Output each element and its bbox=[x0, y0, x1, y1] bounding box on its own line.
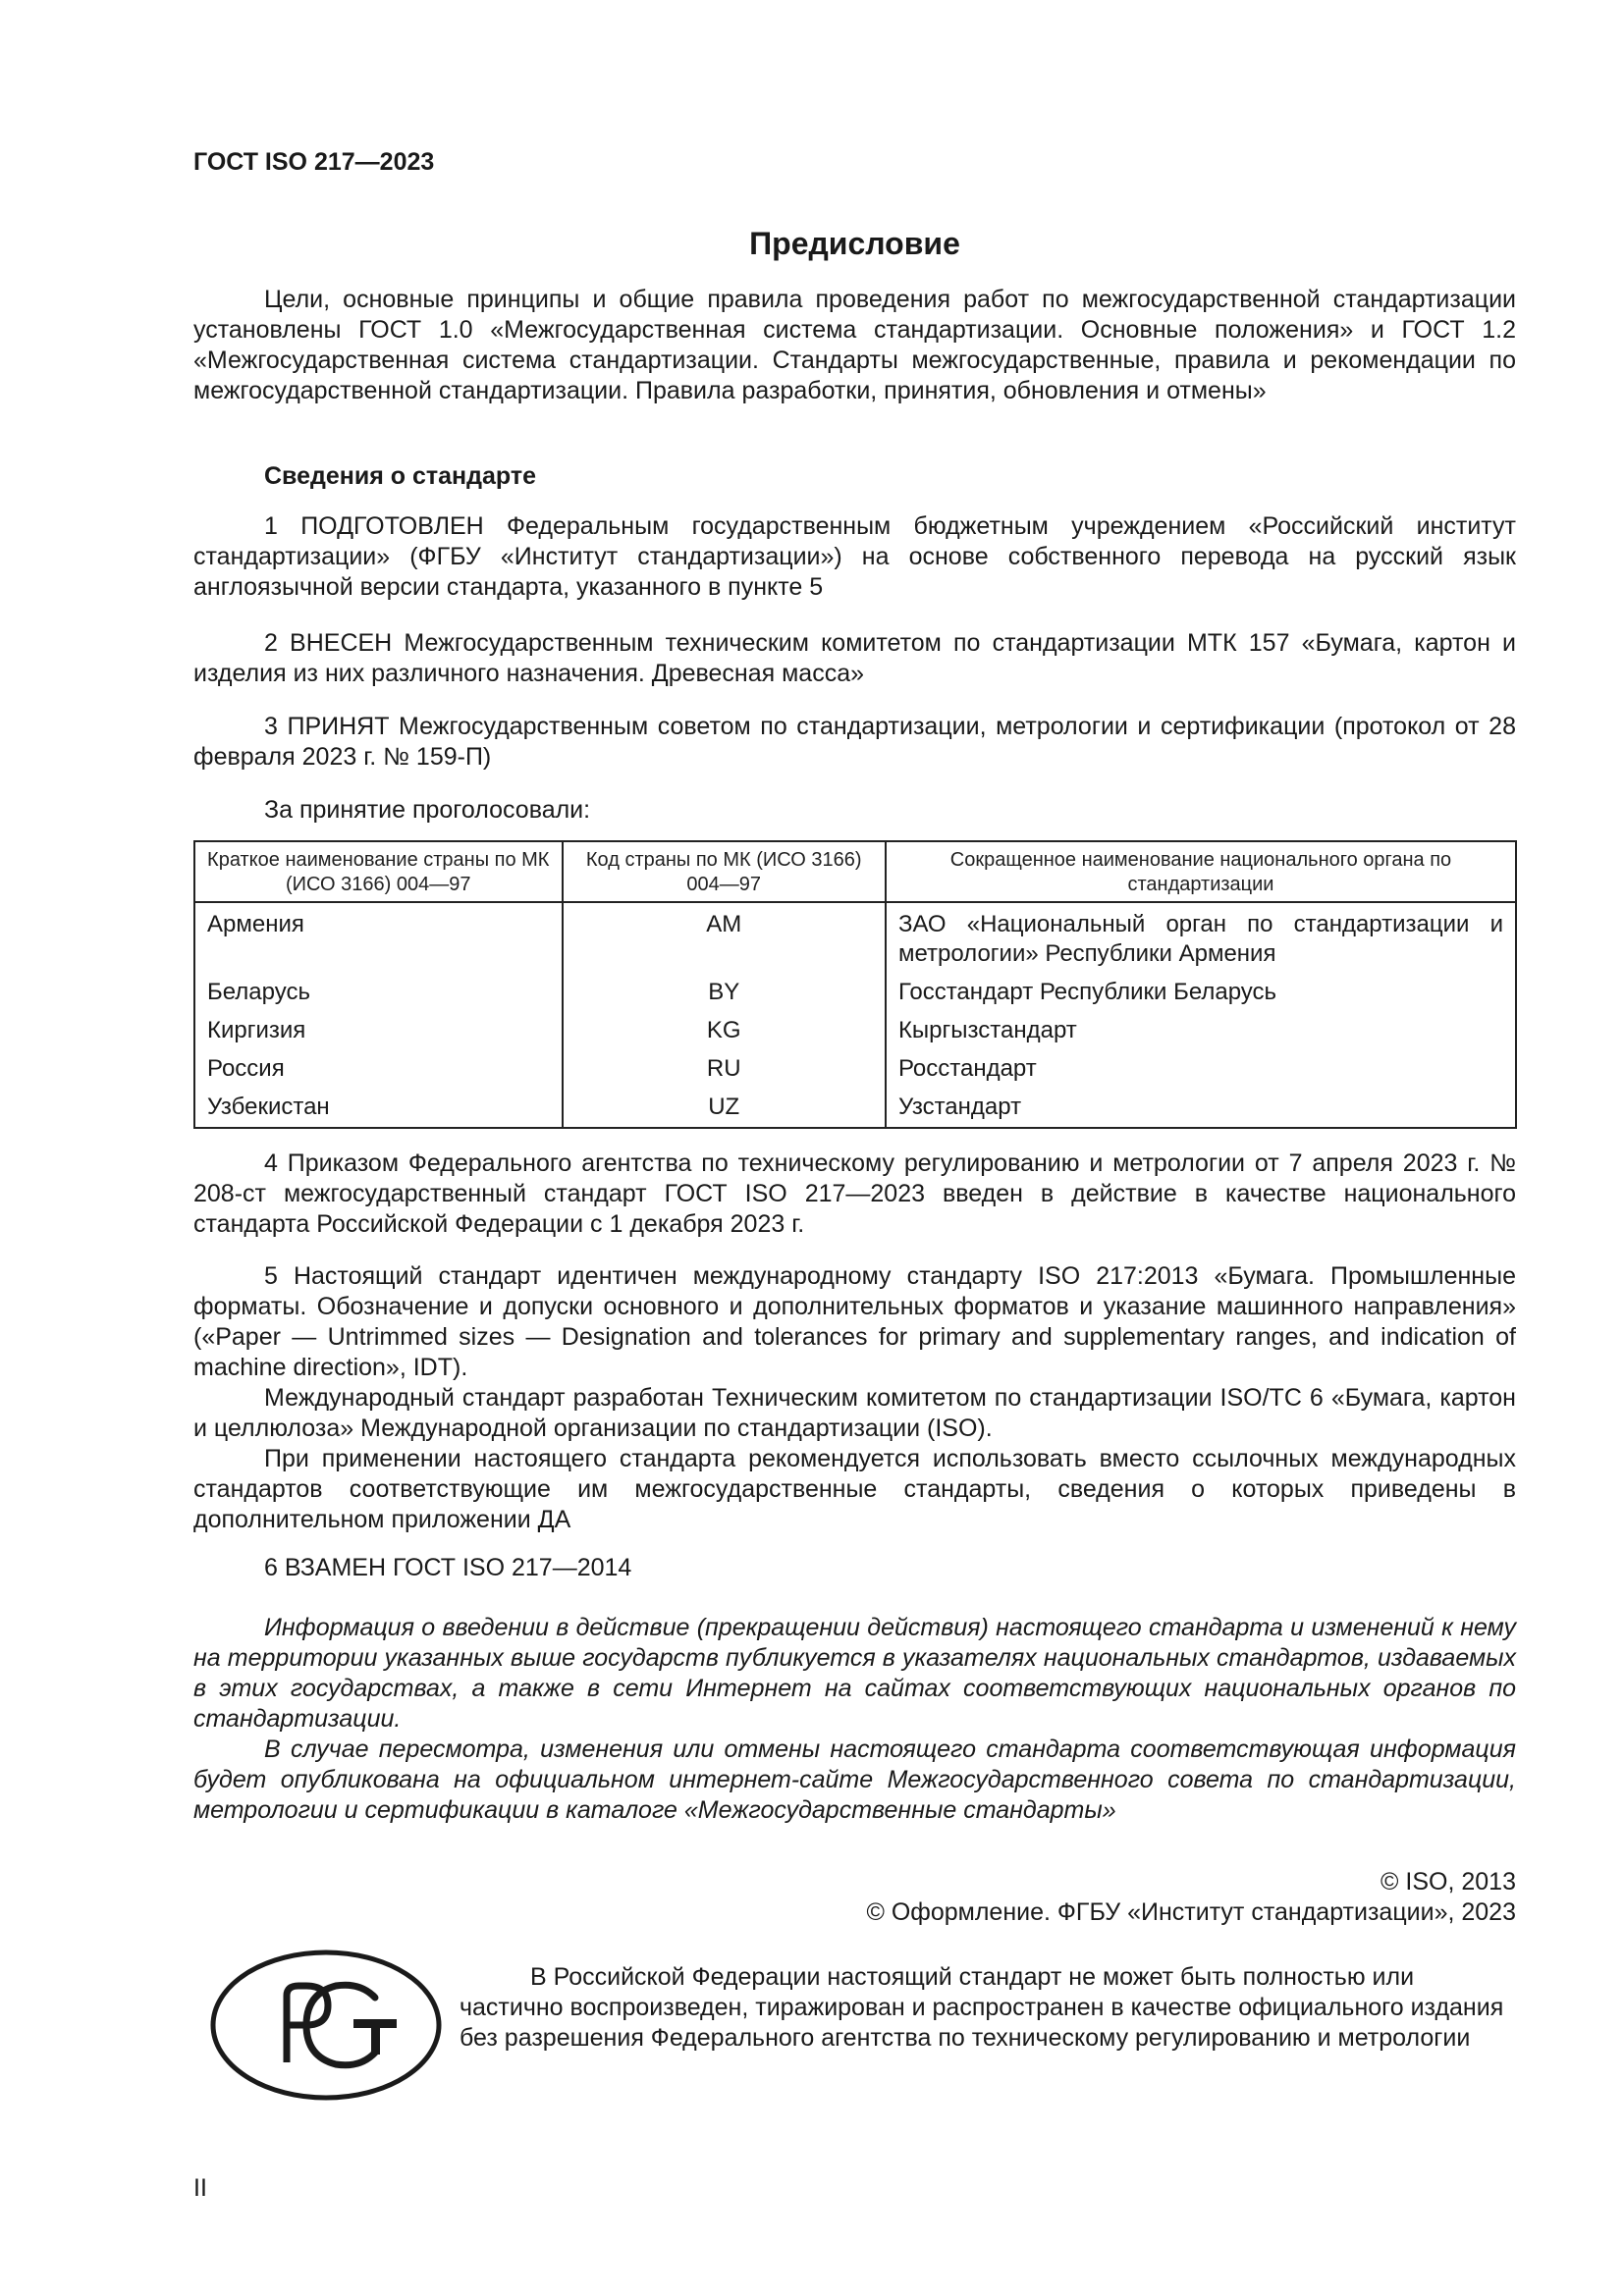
item-2-block bbox=[193, 628, 1516, 689]
item-4-block bbox=[193, 1148, 1516, 1240]
table-header-row bbox=[194, 841, 1516, 902]
cell-code: KG bbox=[563, 1012, 886, 1050]
cell-organization: Госстандарт Республики Беларусь bbox=[886, 974, 1516, 1012]
cell-country: Россия bbox=[194, 1050, 563, 1089]
cell-code: BY bbox=[563, 974, 886, 1012]
cell-organization: Кыргызстандарт bbox=[886, 1012, 1516, 1050]
italic-info-paragraph-2: В случае пересмотра, изменения или отмены настоящего стандарта соответствующая информация будет опубликована на официальном интернет-сайте Межгосударственного совета по стандартизации, метрологии и сертификации в каталоге «Межгосударственные стандарты» bbox=[193, 1735, 1516, 1824]
item-5-paragraph: 5 Настоящий стандарт идентичен международному стандарту ISO 217:2013 «Бумага. Промышленные форматы. Обозначение и допуски основного и дополнительных форматов и указание машинного направления» («Paper — Untrimmed sizes — Designation and tolerances for primary and supplementary ranges, and indication of machine direction», IDT). bbox=[193, 1262, 1516, 1381]
table-row bbox=[194, 974, 1516, 1012]
cell-country: Киргизия bbox=[194, 1012, 563, 1050]
vote-intro-block bbox=[193, 795, 1516, 826]
cell-country: Армения bbox=[194, 902, 563, 974]
rights-notice-block bbox=[460, 1962, 1516, 2054]
intro-paragraph: Цели, основные принципы и общие правила проведения работ по межгосударственной стандартизации установлены ГОСТ 1.0 «Межгосударственная система стандартизации. Основные положения» и ГОСТ 1.2 «Межгосударственная система стандартизации. Стандарты межгосударственные, правила и рекомендации по межгосударственной стандартизации. Правила разработки, принятия, обновления и отмены» bbox=[193, 286, 1516, 404]
rst-certification-logo bbox=[208, 1947, 444, 2104]
intro-block bbox=[193, 285, 1516, 406]
item-1-paragraph: 1 ПОДГОТОВЛЕН Федеральным государственным бюджетным учреждением «Российский институт стандартизации» (ФГБУ «Институт стандартизации») на основе собственного перевода на русский язык англоязычной версии стандарта, указанного в пункте 5 bbox=[193, 512, 1516, 601]
item-5-block bbox=[193, 1261, 1516, 1535]
info-heading-block bbox=[193, 461, 1516, 492]
table-row bbox=[194, 1089, 1516, 1128]
cell-organization: ЗАО «Национальный орган по стандартизации и метрологии» Республики Армения bbox=[886, 902, 1516, 974]
item-5-paragraph-3: При применении настоящего стандарта рекомендуется использовать вместо ссылочных международных стандартов соответствующие им межгосударственные стандарты, сведения о которых приведены в дополнительном приложении ДА bbox=[193, 1445, 1516, 1533]
voting-table bbox=[193, 840, 1517, 1129]
copyright-block bbox=[193, 1867, 1516, 1928]
item-6-paragraph: 6 ВЗАМЕН ГОСТ ISO 217—2014 bbox=[264, 1554, 632, 1581]
table-row bbox=[194, 902, 1516, 974]
vote-intro: За принятие проголосовали: bbox=[264, 796, 591, 824]
column-header-country: Краткое наименование страны по МК (ИСО 3166) 004—97 bbox=[194, 841, 563, 902]
info-heading: Сведения о стандарте bbox=[264, 462, 537, 490]
item-3-block bbox=[193, 712, 1516, 773]
cell-organization: Узстандарт bbox=[886, 1089, 1516, 1128]
item-2-paragraph: 2 ВНЕСЕН Межгосударственным техническим комитетом по стандартизации МТК 157 «Бумага, картон и изделия из них различного назначения. Древесная масса» bbox=[193, 629, 1516, 687]
column-header-code: Код страны по МК (ИСО 3166) 004—97 bbox=[563, 841, 886, 902]
cell-code: RU bbox=[563, 1050, 886, 1089]
italic-info-block bbox=[193, 1613, 1516, 1826]
cell-country: Беларусь bbox=[194, 974, 563, 1012]
cell-organization: Росстандарт bbox=[886, 1050, 1516, 1089]
item-4-paragraph: 4 Приказом Федерального агентства по техническому регулированию и метрологии от 7 апреля 2023 г. № 208-ст межгосударственный стандарт ГОСТ ISO 217—2023 введен в действие в качестве национального стандарта Российской Федерации с 1 декабря 2023 г. bbox=[193, 1149, 1516, 1238]
document-code-header: ГОСТ ISO 217—2023 bbox=[193, 148, 435, 176]
copyright-iso: © ISO, 2013 bbox=[1380, 1868, 1516, 1896]
copyright-design: © Оформление. ФГБУ «Институт стандартизации», 2023 bbox=[866, 1898, 1516, 1926]
italic-info-paragraph-1: Информация о введении в действие (прекращении действия) настоящего стандарта и изменений к нему на территории указанных выше государств публикуется в указателях национальных стандартов, издаваемых в этих государствах, а также в сети Интернет на сайтах соответствующих национальных органов по стандартизации. bbox=[193, 1614, 1516, 1733]
item-6-block bbox=[193, 1553, 1516, 1583]
item-5-paragraph-2: Международный стандарт разработан Техническим комитетом по стандартизации ISO/TC 6 «Бумага, картон и целлюлоза» Международной организации по стандартизации (ISO). bbox=[193, 1384, 1516, 1442]
cell-code: AM bbox=[563, 902, 886, 974]
rights-notice: В Российской Федерации настоящий стандарт не может быть полностью или частично воспроизведен, тиражирован и распространен в качестве официального издания без разрешения Федерального агентства по техническому регулированию и метрологии bbox=[460, 1963, 1504, 2052]
cell-code: UZ bbox=[563, 1089, 886, 1128]
table-row bbox=[194, 1050, 1516, 1089]
page-title: Предисловие bbox=[749, 226, 960, 261]
cell-country: Узбекистан bbox=[194, 1089, 563, 1128]
page-number: II bbox=[193, 2174, 207, 2202]
column-header-organization: Сокращенное наименование национального органа по стандартизации bbox=[886, 841, 1516, 902]
item-3-paragraph: 3 ПРИНЯТ Межгосударственным советом по стандартизации, метрологии и сертификации (протокол от 28 февраля 2023 г. № 159-П) bbox=[193, 713, 1516, 771]
table-row bbox=[194, 1012, 1516, 1050]
item-1-block bbox=[193, 511, 1516, 603]
